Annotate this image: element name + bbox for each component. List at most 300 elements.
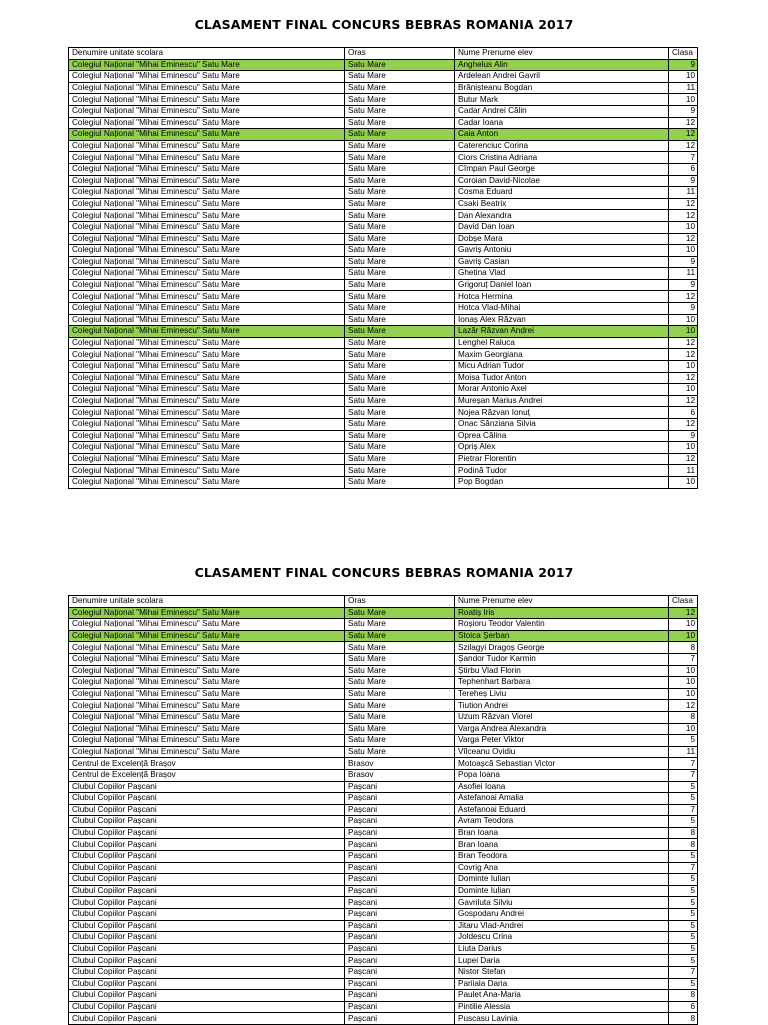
table-row — [69, 897, 698, 909]
cell-city: Satu Mare — [345, 677, 455, 689]
cell-school: Colegiul Național "Mihai Eminescu" Satu Mare — [69, 746, 345, 758]
cell-grade: 5 — [669, 851, 698, 863]
cell-grade: 7 — [669, 152, 698, 164]
cell-grade: 12 — [669, 233, 698, 245]
cell-grade: 10 — [669, 71, 698, 83]
cell-grade: 10 — [669, 665, 698, 677]
cell-city: Satu Mare — [345, 105, 455, 117]
cell-grade: 12 — [669, 140, 698, 152]
table-row — [69, 326, 698, 338]
cell-city: Satu Mare — [345, 723, 455, 735]
cell-city: Satu Mare — [345, 59, 455, 71]
table-row — [69, 827, 698, 839]
cell-grade: 7 — [669, 653, 698, 665]
cell-city: Satu Mare — [345, 711, 455, 723]
table-row — [69, 653, 698, 665]
cell-grade: 5 — [669, 932, 698, 944]
cell-school: Colegiul Național "Mihai Eminescu" Satu Mare — [69, 677, 345, 689]
cell-school: Colegiul Național "Mihai Eminescu" Satu Mare — [69, 723, 345, 735]
cell-student-name: Varga Andrea Alexandra — [455, 723, 669, 735]
cell-student-name: Gavriluta Silviu — [455, 897, 669, 909]
cell-school: Clubul Copiilor Pașcani — [69, 781, 345, 793]
table-row — [69, 337, 698, 349]
table-body — [69, 607, 698, 1024]
table-row — [69, 442, 698, 454]
table-row — [69, 59, 698, 71]
cell-student-name: Bran Teodora — [455, 851, 669, 863]
cell-city: Satu Mare — [345, 291, 455, 303]
cell-grade: 12 — [669, 395, 698, 407]
cell-student-name: Varga Peter Viktor — [455, 735, 669, 747]
cell-city: Satu Mare — [345, 71, 455, 83]
cell-grade: 9 — [669, 256, 698, 268]
header-school: Denumire unitate scolara — [69, 596, 345, 608]
cell-city: Satu Mare — [345, 82, 455, 94]
cell-grade: 9 — [669, 279, 698, 291]
cell-grade: 12 — [669, 210, 698, 222]
cell-city: Satu Mare — [345, 163, 455, 175]
table-row — [69, 291, 698, 303]
cell-student-name: Cosma Eduard — [455, 187, 669, 199]
cell-city: Pașcani — [345, 909, 455, 921]
cell-student-name: Nistor Stefan — [455, 967, 669, 979]
cell-city: Satu Mare — [345, 476, 455, 488]
cell-student-name: Puscasu Lavinia — [455, 1013, 669, 1025]
cell-student-name: Szilagyi Dragoș George — [455, 642, 669, 654]
cell-school: Centrul de Excelență Brașov — [69, 769, 345, 781]
table-row — [69, 175, 698, 187]
table-row — [69, 94, 698, 106]
cell-city: Satu Mare — [345, 746, 455, 758]
cell-student-name: Cîmpan Paul George — [455, 163, 669, 175]
cell-student-name: Astefanoai Eduard — [455, 804, 669, 816]
table-row — [69, 793, 698, 805]
cell-school: Colegiul Național "Mihai Eminescu" Satu Mare — [69, 279, 345, 291]
cell-student-name: Uzum Răzvan Viorel — [455, 711, 669, 723]
cell-student-name: Hotca Hermina — [455, 291, 669, 303]
cell-school: Clubul Copiilor Pașcani — [69, 874, 345, 886]
table-row — [69, 453, 698, 465]
cell-grade: 7 — [669, 769, 698, 781]
cell-school: Colegiul Național "Mihai Eminescu" Satu Mare — [69, 140, 345, 152]
cell-student-name: Maxim Georgiana — [455, 349, 669, 361]
cell-grade: 10 — [669, 245, 698, 257]
cell-city: Satu Mare — [345, 303, 455, 315]
cell-city: Satu Mare — [345, 442, 455, 454]
cell-student-name: Nojea Răzvan Ionuț — [455, 407, 669, 419]
table-row — [69, 395, 698, 407]
cell-city: Pașcani — [345, 955, 455, 967]
cell-city: Satu Mare — [345, 140, 455, 152]
cell-student-name: Motoașcă Sebastian Victor — [455, 758, 669, 770]
cell-city: Satu Mare — [345, 619, 455, 631]
cell-student-name: Hotca Vlad-Mihai — [455, 303, 669, 315]
cell-grade: 11 — [669, 187, 698, 199]
cell-city: Satu Mare — [345, 233, 455, 245]
table-row — [69, 642, 698, 654]
table-row — [69, 920, 698, 932]
cell-school: Colegiul Național "Mihai Eminescu" Satu Mare — [69, 395, 345, 407]
cell-school: Clubul Copiilor Pașcani — [69, 804, 345, 816]
cell-student-name: Dominte Iulian — [455, 874, 669, 886]
cell-student-name: Ciors Cristina Adriana — [455, 152, 669, 164]
cell-grade: 12 — [669, 349, 698, 361]
cell-student-name: Bran Ioana — [455, 839, 669, 851]
cell-student-name: Popa Ioana — [455, 769, 669, 781]
cell-grade: 12 — [669, 607, 698, 619]
cell-student-name: Jitaru Vlad-Andrei — [455, 920, 669, 932]
cell-grade: 5 — [669, 920, 698, 932]
cell-grade: 12 — [669, 198, 698, 210]
cell-grade: 5 — [669, 735, 698, 747]
cell-city: Pașcani — [345, 978, 455, 990]
cell-grade: 12 — [669, 419, 698, 431]
table-row — [69, 384, 698, 396]
cell-school: Clubul Copiilor Pașcani — [69, 990, 345, 1002]
cell-city: Pașcani — [345, 804, 455, 816]
ranking-table — [68, 595, 698, 1025]
table-row — [69, 268, 698, 280]
cell-city: Satu Mare — [345, 453, 455, 465]
cell-student-name: Ardelean Andrei Gavril — [455, 71, 669, 83]
cell-grade: 10 — [669, 314, 698, 326]
cell-city: Brasov — [345, 758, 455, 770]
cell-grade: 5 — [669, 874, 698, 886]
cell-city: Satu Mare — [345, 314, 455, 326]
cell-student-name: Dominte Iulian — [455, 885, 669, 897]
cell-school: Colegiul Național "Mihai Eminescu" Satu Mare — [69, 700, 345, 712]
cell-school: Colegiul Național "Mihai Eminescu" Satu Mare — [69, 291, 345, 303]
cell-student-name: Gavriș Casian — [455, 256, 669, 268]
table-row — [69, 990, 698, 1002]
cell-city: Satu Mare — [345, 372, 455, 384]
table-row — [69, 804, 698, 816]
cell-school: Clubul Copiilor Pașcani — [69, 920, 345, 932]
cell-school: Colegiul Național "Mihai Eminescu" Satu Mare — [69, 268, 345, 280]
cell-grade: 7 — [669, 967, 698, 979]
cell-city: Satu Mare — [345, 653, 455, 665]
cell-grade: 12 — [669, 700, 698, 712]
table-row — [69, 407, 698, 419]
table-row — [69, 152, 698, 164]
cell-school: Colegiul Național "Mihai Eminescu" Satu Mare — [69, 653, 345, 665]
cell-school: Clubul Copiilor Pașcani — [69, 943, 345, 955]
cell-student-name: Vîlceanu Ovidiu — [455, 746, 669, 758]
cell-student-name: Coroian David-Nicolae — [455, 175, 669, 187]
cell-city: Pașcani — [345, 920, 455, 932]
cell-school: Colegiul Național "Mihai Eminescu" Satu Mare — [69, 175, 345, 187]
cell-school: Colegiul Național "Mihai Eminescu" Satu Mare — [69, 337, 345, 349]
table-row — [69, 233, 698, 245]
cell-city: Satu Mare — [345, 187, 455, 199]
cell-student-name: Lenghel Raluca — [455, 337, 669, 349]
cell-grade: 12 — [669, 129, 698, 141]
cell-student-name: Dan Alexandra — [455, 210, 669, 222]
cell-grade: 8 — [669, 1013, 698, 1025]
cell-school: Colegiul Național "Mihai Eminescu" Satu Mare — [69, 619, 345, 631]
cell-student-name: Pariiala Daria — [455, 978, 669, 990]
cell-school: Colegiul Național "Mihai Eminescu" Satu Mare — [69, 442, 345, 454]
table-row — [69, 769, 698, 781]
cell-school: Colegiul Național "Mihai Eminescu" Satu Mare — [69, 465, 345, 477]
table-row — [69, 862, 698, 874]
cell-student-name: Gospodaru Andrei — [455, 909, 669, 921]
cell-school: Colegiul Național "Mihai Eminescu" Satu Mare — [69, 384, 345, 396]
cell-school: Colegiul Național "Mihai Eminescu" Satu Mare — [69, 198, 345, 210]
cell-grade: 5 — [669, 943, 698, 955]
cell-student-name: Opriș Alex — [455, 442, 669, 454]
table-row — [69, 256, 698, 268]
cell-school: Clubul Copiilor Pașcani — [69, 1013, 345, 1025]
table-row — [69, 781, 698, 793]
cell-grade: 9 — [669, 175, 698, 187]
cell-city: Pașcani — [345, 932, 455, 944]
cell-city: Satu Mare — [345, 395, 455, 407]
cell-grade: 8 — [669, 711, 698, 723]
table-row — [69, 851, 698, 863]
cell-city: Satu Mare — [345, 630, 455, 642]
cell-school: Colegiul Național "Mihai Eminescu" Satu Mare — [69, 607, 345, 619]
table-row — [69, 723, 698, 735]
cell-city: Pașcani — [345, 827, 455, 839]
cell-student-name: Șandor Tudor Karmin — [455, 653, 669, 665]
cell-city: Pașcani — [345, 862, 455, 874]
sheet-title: CLASAMENT FINAL CONCURS BEBRAS ROMANIA 2017 — [194, 17, 574, 32]
ranking-table — [68, 47, 698, 489]
cell-grade: 11 — [669, 746, 698, 758]
table-row — [69, 279, 698, 291]
table-row — [69, 943, 698, 955]
table-row — [69, 619, 698, 631]
cell-student-name: Oprea Călina — [455, 430, 669, 442]
cell-student-name: Brănișteanu Bogdan — [455, 82, 669, 94]
cell-student-name: Grigoruț Daniel Ioan — [455, 279, 669, 291]
table-body — [69, 59, 698, 488]
cell-school: Colegiul Național "Mihai Eminescu" Satu Mare — [69, 430, 345, 442]
cell-student-name: Asofiei Ioana — [455, 781, 669, 793]
table-row — [69, 314, 698, 326]
cell-grade: 11 — [669, 82, 698, 94]
cell-city: Pașcani — [345, 793, 455, 805]
cell-school: Colegiul Național "Mihai Eminescu" Satu Mare — [69, 82, 345, 94]
cell-grade: 10 — [669, 384, 698, 396]
table-row — [69, 885, 698, 897]
cell-student-name: Ghetina Vlad — [455, 268, 669, 280]
cell-grade: 10 — [669, 677, 698, 689]
cell-grade: 10 — [669, 94, 698, 106]
table-row — [69, 430, 698, 442]
cell-city: Pașcani — [345, 839, 455, 851]
table-row — [69, 735, 698, 747]
cell-grade: 10 — [669, 442, 698, 454]
table-row — [69, 140, 698, 152]
cell-grade: 5 — [669, 816, 698, 828]
header-city: Oras — [345, 48, 455, 60]
table-row — [69, 746, 698, 758]
cell-grade: 6 — [669, 1001, 698, 1013]
cell-school: Colegiul Național "Mihai Eminescu" Satu Mare — [69, 94, 345, 106]
cell-grade: 8 — [669, 642, 698, 654]
table-row — [69, 967, 698, 979]
table-row — [69, 874, 698, 886]
cell-grade: 12 — [669, 291, 698, 303]
table-row — [69, 71, 698, 83]
table-row — [69, 1013, 698, 1025]
table-row — [69, 711, 698, 723]
cell-student-name: David Dan Ioan — [455, 221, 669, 233]
table-row — [69, 361, 698, 373]
table-row — [69, 245, 698, 257]
cell-city: Satu Mare — [345, 268, 455, 280]
cell-grade: 10 — [669, 630, 698, 642]
cell-student-name: Moisa Tudor Anton — [455, 372, 669, 384]
cell-grade: 11 — [669, 268, 698, 280]
cell-grade: 7 — [669, 804, 698, 816]
cell-city: Pașcani — [345, 885, 455, 897]
cell-city: Satu Mare — [345, 700, 455, 712]
cell-school: Colegiul Național "Mihai Eminescu" Satu Mare — [69, 419, 345, 431]
cell-city: Satu Mare — [345, 221, 455, 233]
cell-grade: 5 — [669, 978, 698, 990]
cell-student-name: Avram Teodora — [455, 816, 669, 828]
table-row — [69, 476, 698, 488]
cell-city: Pașcani — [345, 943, 455, 955]
cell-student-name: Cadar Ioana — [455, 117, 669, 129]
cell-student-name: Știrbu Vlad Florin — [455, 665, 669, 677]
cell-student-name: Micu Adrian Tudor — [455, 361, 669, 373]
cell-school: Colegiul Național "Mihai Eminescu" Satu Mare — [69, 152, 345, 164]
cell-grade: 5 — [669, 909, 698, 921]
cell-grade: 7 — [669, 862, 698, 874]
cell-grade: 5 — [669, 885, 698, 897]
cell-city: Satu Mare — [345, 117, 455, 129]
cell-grade: 10 — [669, 476, 698, 488]
cell-grade: 8 — [669, 839, 698, 851]
cell-city: Satu Mare — [345, 465, 455, 477]
cell-school: Clubul Copiilor Pașcani — [69, 1001, 345, 1013]
table-row — [69, 303, 698, 315]
cell-school: Colegiul Național "Mihai Eminescu" Satu Mare — [69, 187, 345, 199]
table-row — [69, 210, 698, 222]
table-row — [69, 163, 698, 175]
table-row — [69, 221, 698, 233]
cell-city: Satu Mare — [345, 245, 455, 257]
cell-student-name: Ionaș Alex Răzvan — [455, 314, 669, 326]
cell-grade: 12 — [669, 453, 698, 465]
cell-grade: 10 — [669, 361, 698, 373]
table-row — [69, 816, 698, 828]
table-header-row — [69, 48, 698, 60]
cell-city: Satu Mare — [345, 349, 455, 361]
cell-grade: 5 — [669, 955, 698, 967]
cell-grade: 10 — [669, 221, 698, 233]
cell-school: Colegiul Național "Mihai Eminescu" Satu Mare — [69, 476, 345, 488]
cell-grade: 9 — [669, 59, 698, 71]
cell-school: Colegiul Național "Mihai Eminescu" Satu Mare — [69, 71, 345, 83]
cell-school: Clubul Copiilor Pașcani — [69, 955, 345, 967]
cell-student-name: Roșioru Teodor Valentin — [455, 619, 669, 631]
cell-school: Colegiul Național "Mihai Eminescu" Satu Mare — [69, 245, 345, 257]
cell-city: Pașcani — [345, 851, 455, 863]
header-city: Oras — [345, 596, 455, 608]
cell-city: Pașcani — [345, 781, 455, 793]
table-row — [69, 198, 698, 210]
cell-grade: 10 — [669, 619, 698, 631]
table-row — [69, 677, 698, 689]
table-row — [69, 465, 698, 477]
table-row — [69, 932, 698, 944]
cell-grade: 5 — [669, 897, 698, 909]
cell-school: Colegiul Național "Mihai Eminescu" Satu Mare — [69, 630, 345, 642]
table-row — [69, 372, 698, 384]
cell-city: Satu Mare — [345, 688, 455, 700]
header-grade: Clasa — [669, 596, 698, 608]
table-row — [69, 419, 698, 431]
table-row — [69, 607, 698, 619]
cell-city: Satu Mare — [345, 735, 455, 747]
cell-grade: 12 — [669, 372, 698, 384]
cell-school: Colegiul Național "Mihai Eminescu" Satu Mare — [69, 210, 345, 222]
cell-student-name: Butur Mark — [455, 94, 669, 106]
cell-grade: 7 — [669, 758, 698, 770]
cell-city: Pașcani — [345, 816, 455, 828]
cell-student-name: Mureșan Marius Andrei — [455, 395, 669, 407]
cell-student-name: Lupei Daria — [455, 955, 669, 967]
cell-student-name: Caterenciuc Corina — [455, 140, 669, 152]
cell-city: Satu Mare — [345, 430, 455, 442]
cell-student-name: Gavriș Antoniu — [455, 245, 669, 257]
cell-grade: 10 — [669, 688, 698, 700]
cell-grade: 9 — [669, 105, 698, 117]
table-row — [69, 187, 698, 199]
cell-school: Colegiul Național "Mihai Eminescu" Satu Mare — [69, 688, 345, 700]
header-school: Denumire unitate scolara — [69, 48, 345, 60]
cell-grade: 12 — [669, 337, 698, 349]
table-row — [69, 349, 698, 361]
cell-school: Colegiul Național "Mihai Eminescu" Satu Mare — [69, 407, 345, 419]
cell-school: Colegiul Național "Mihai Eminescu" Satu Mare — [69, 221, 345, 233]
table-row — [69, 688, 698, 700]
cell-school: Clubul Copiilor Pașcani — [69, 897, 345, 909]
cell-city: Satu Mare — [345, 361, 455, 373]
cell-city: Pașcani — [345, 967, 455, 979]
cell-student-name: Caia Anton — [455, 129, 669, 141]
cell-city: Satu Mare — [345, 337, 455, 349]
table-row — [69, 955, 698, 967]
cell-grade: 12 — [669, 117, 698, 129]
cell-school: Clubul Copiilor Pașcani — [69, 978, 345, 990]
cell-city: Satu Mare — [345, 607, 455, 619]
cell-student-name: Covrig Ana — [455, 862, 669, 874]
table-row — [69, 129, 698, 141]
cell-city: Brasov — [345, 769, 455, 781]
cell-student-name: Csaki Beatrix — [455, 198, 669, 210]
table-row — [69, 105, 698, 117]
table-row — [69, 82, 698, 94]
cell-city: Satu Mare — [345, 326, 455, 338]
cell-school: Colegiul Național "Mihai Eminescu" Satu Mare — [69, 163, 345, 175]
cell-city: Pașcani — [345, 990, 455, 1002]
cell-school: Colegiul Național "Mihai Eminescu" Satu Mare — [69, 665, 345, 677]
cell-school: Colegiul Național "Mihai Eminescu" Satu Mare — [69, 711, 345, 723]
cell-school: Colegiul Național "Mihai Eminescu" Satu Mare — [69, 105, 345, 117]
header-student: Nume Prenume elev — [455, 596, 669, 608]
cell-school: Clubul Copiilor Pașcani — [69, 909, 345, 921]
table-row — [69, 1001, 698, 1013]
cell-city: Satu Mare — [345, 419, 455, 431]
cell-school: Colegiul Național "Mihai Eminescu" Satu Mare — [69, 361, 345, 373]
cell-city: Satu Mare — [345, 384, 455, 396]
